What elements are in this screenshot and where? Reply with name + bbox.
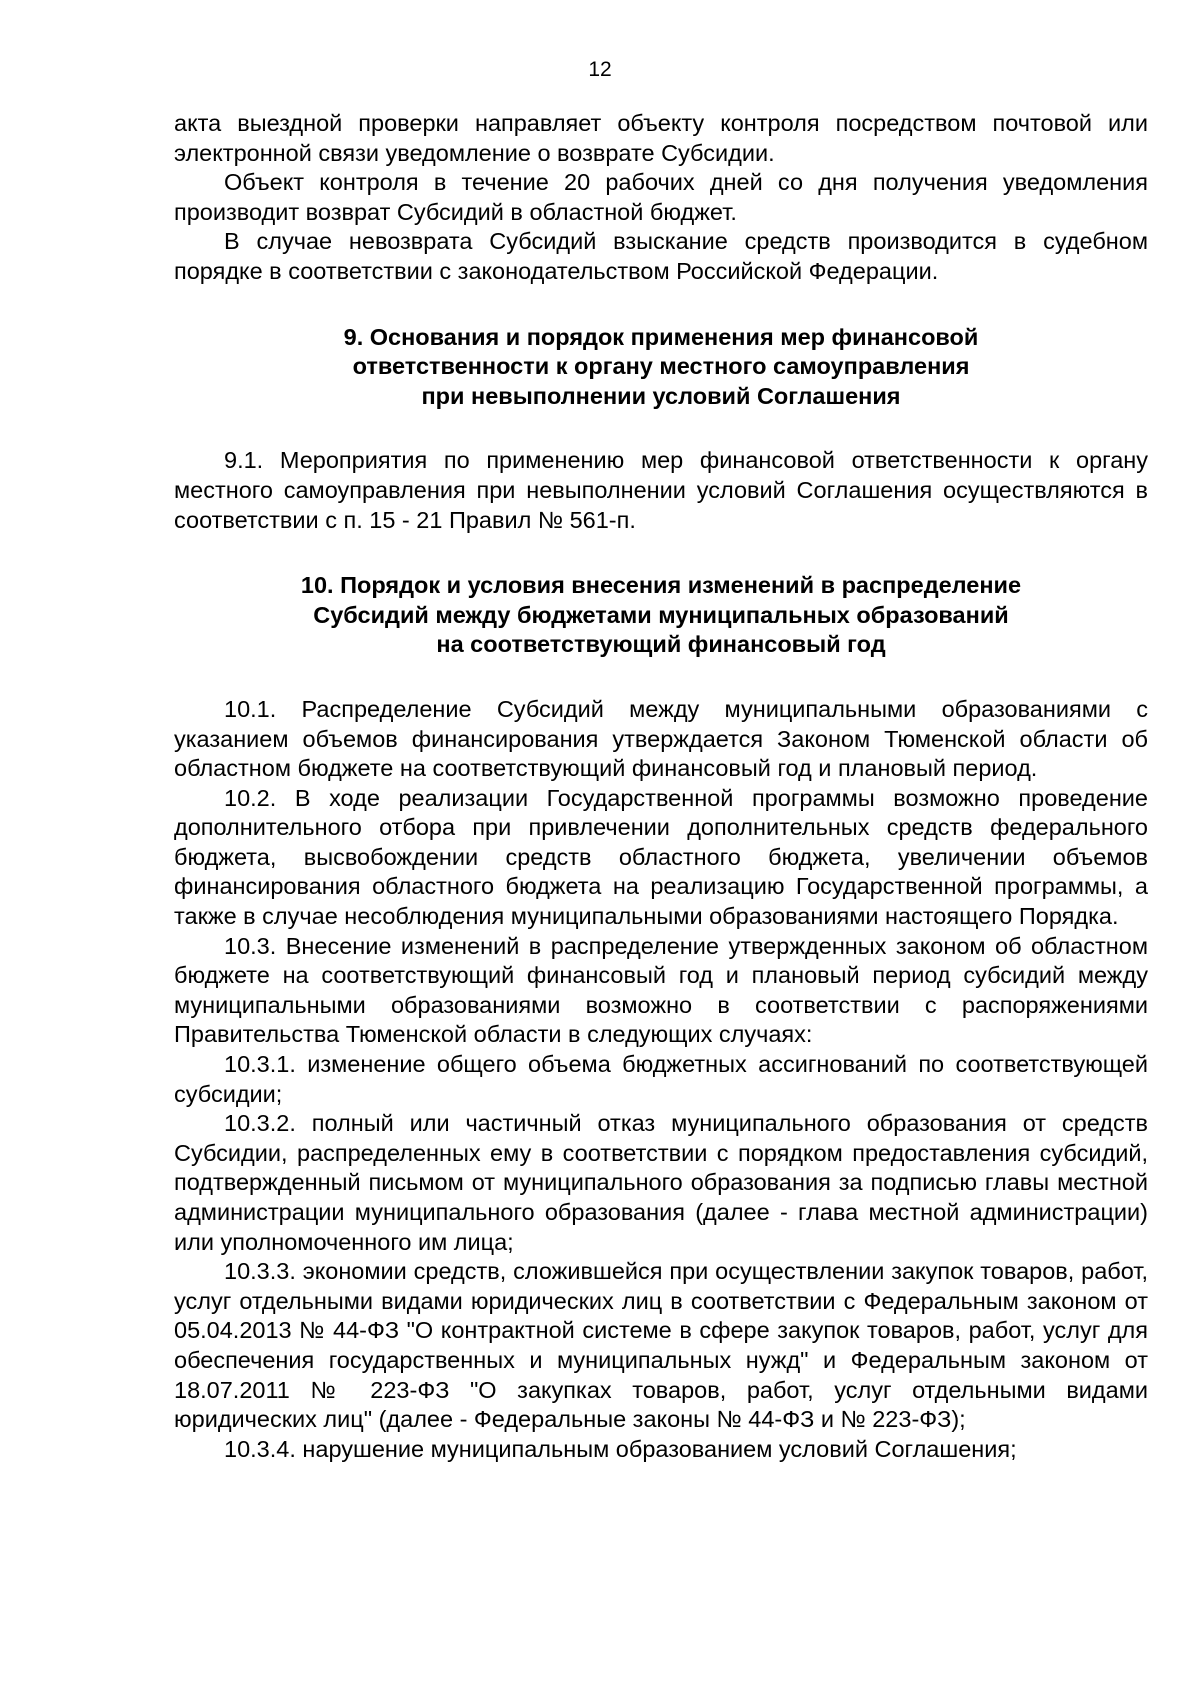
section-10-heading [174,571,1148,660]
heading-line: ответственности к органу местного самоуправления [352,353,970,380]
heading-line: при невыполнении условий Соглашения [421,382,901,409]
section-9-heading [174,323,1148,412]
document-body [174,109,1148,1464]
paragraph-continuation: акта выездной проверки направляет объекту контроля посредством почтовой или электронной связи уведомление о возврате Субсидии. [174,110,1148,166]
heading-line: на соответствующий финансовый год [436,631,886,658]
paragraph-10-1: 10.1. Распределение Субсидий между муниципальными образованиями с указанием объемов финансирования утверждается Законом Тюменской области об областном бюджете на соответствующий финансовый год и плановый период. [174,695,1148,782]
paragraph-10-3-3: 10.3.3. экономии средств, сложившейся при осуществлении закупок товаров, работ, услуг отдельными видами юридических лиц в соответствии с Федеральным законом от 05.04.2013 № 44-ФЗ "О контрактной системе в сфере закупок товаров, работ, услуг для обеспечения государственных и муниципальных нужд" и Федеральным законом от 18.07.2011 № 223-ФЗ "О закупках товаров, работ, услуг отдельными видами юридических лиц" (далее - Федеральные законы № 44-ФЗ и № 223-ФЗ); [174,1258,1148,1433]
paragraph-10-3-1: 10.3.1. изменение общего объема бюджетных ассигнований по соответствующей субсидии; [174,1051,1148,1107]
page-number: 12 [588,58,612,81]
paragraph: Объект контроля в течение 20 рабочих дней со дня получения уведомления производит возврат Субсидий в областной бюджет. [174,169,1148,225]
paragraph: В случае невозврата Субсидий взыскание средств производится в судебном порядке в соответствии с законодательством Российской Федерации. [174,228,1148,284]
heading-line: Субсидий между бюджетами муниципальных образований [313,601,1009,628]
heading-line: 10. Порядок и условия внесения изменений в распределение [300,572,1022,599]
paragraph-10-2: 10.2. В ходе реализации Государственной программы возможно проведение дополнительного отбора при привлечении дополнительных средств федерального бюджета, высвобождении средств областного бюджета, увеличении объемов финансирования областного бюджета на реализацию Государственной программы, а также в случае несоблюдения муниципальными образованиями настоящего Порядка. [174,784,1148,930]
paragraph-10-3-2: 10.3.2. полный или частичный отказ муниципального образования от средств Субсидии, распределенных ему в соответствии с порядком предоставления субсидий, подтвержденный письмом от муниципального образования за подписью главы местной администрации муниципального образования (далее - глава местной администрации) или уполномоченного им лица; [174,1110,1148,1255]
paragraph-10-3-4: 10.3.4. нарушение муниципальным образованием условий Соглашения; [224,1435,1017,1462]
heading-line: 9. Основания и порядок применения мер финансовой [343,323,979,350]
paragraph-10-3: 10.3. Внесение изменений в распределение утвержденных законом об областном бюджете на соответствующий финансовый год и плановый период субсидий между муниципальными образованиями возможно в соответствии с распоряжениями Правительства Тюменской области в следующих случаях: [174,932,1148,1048]
paragraph-9-1: 9.1. Мероприятия по применению мер финансовой ответственности к органу местного самоуправления при невыполнении условий Соглашения осуществляются в соответствии с п. 15 - 21 Правил № 561-п. [174,447,1148,533]
